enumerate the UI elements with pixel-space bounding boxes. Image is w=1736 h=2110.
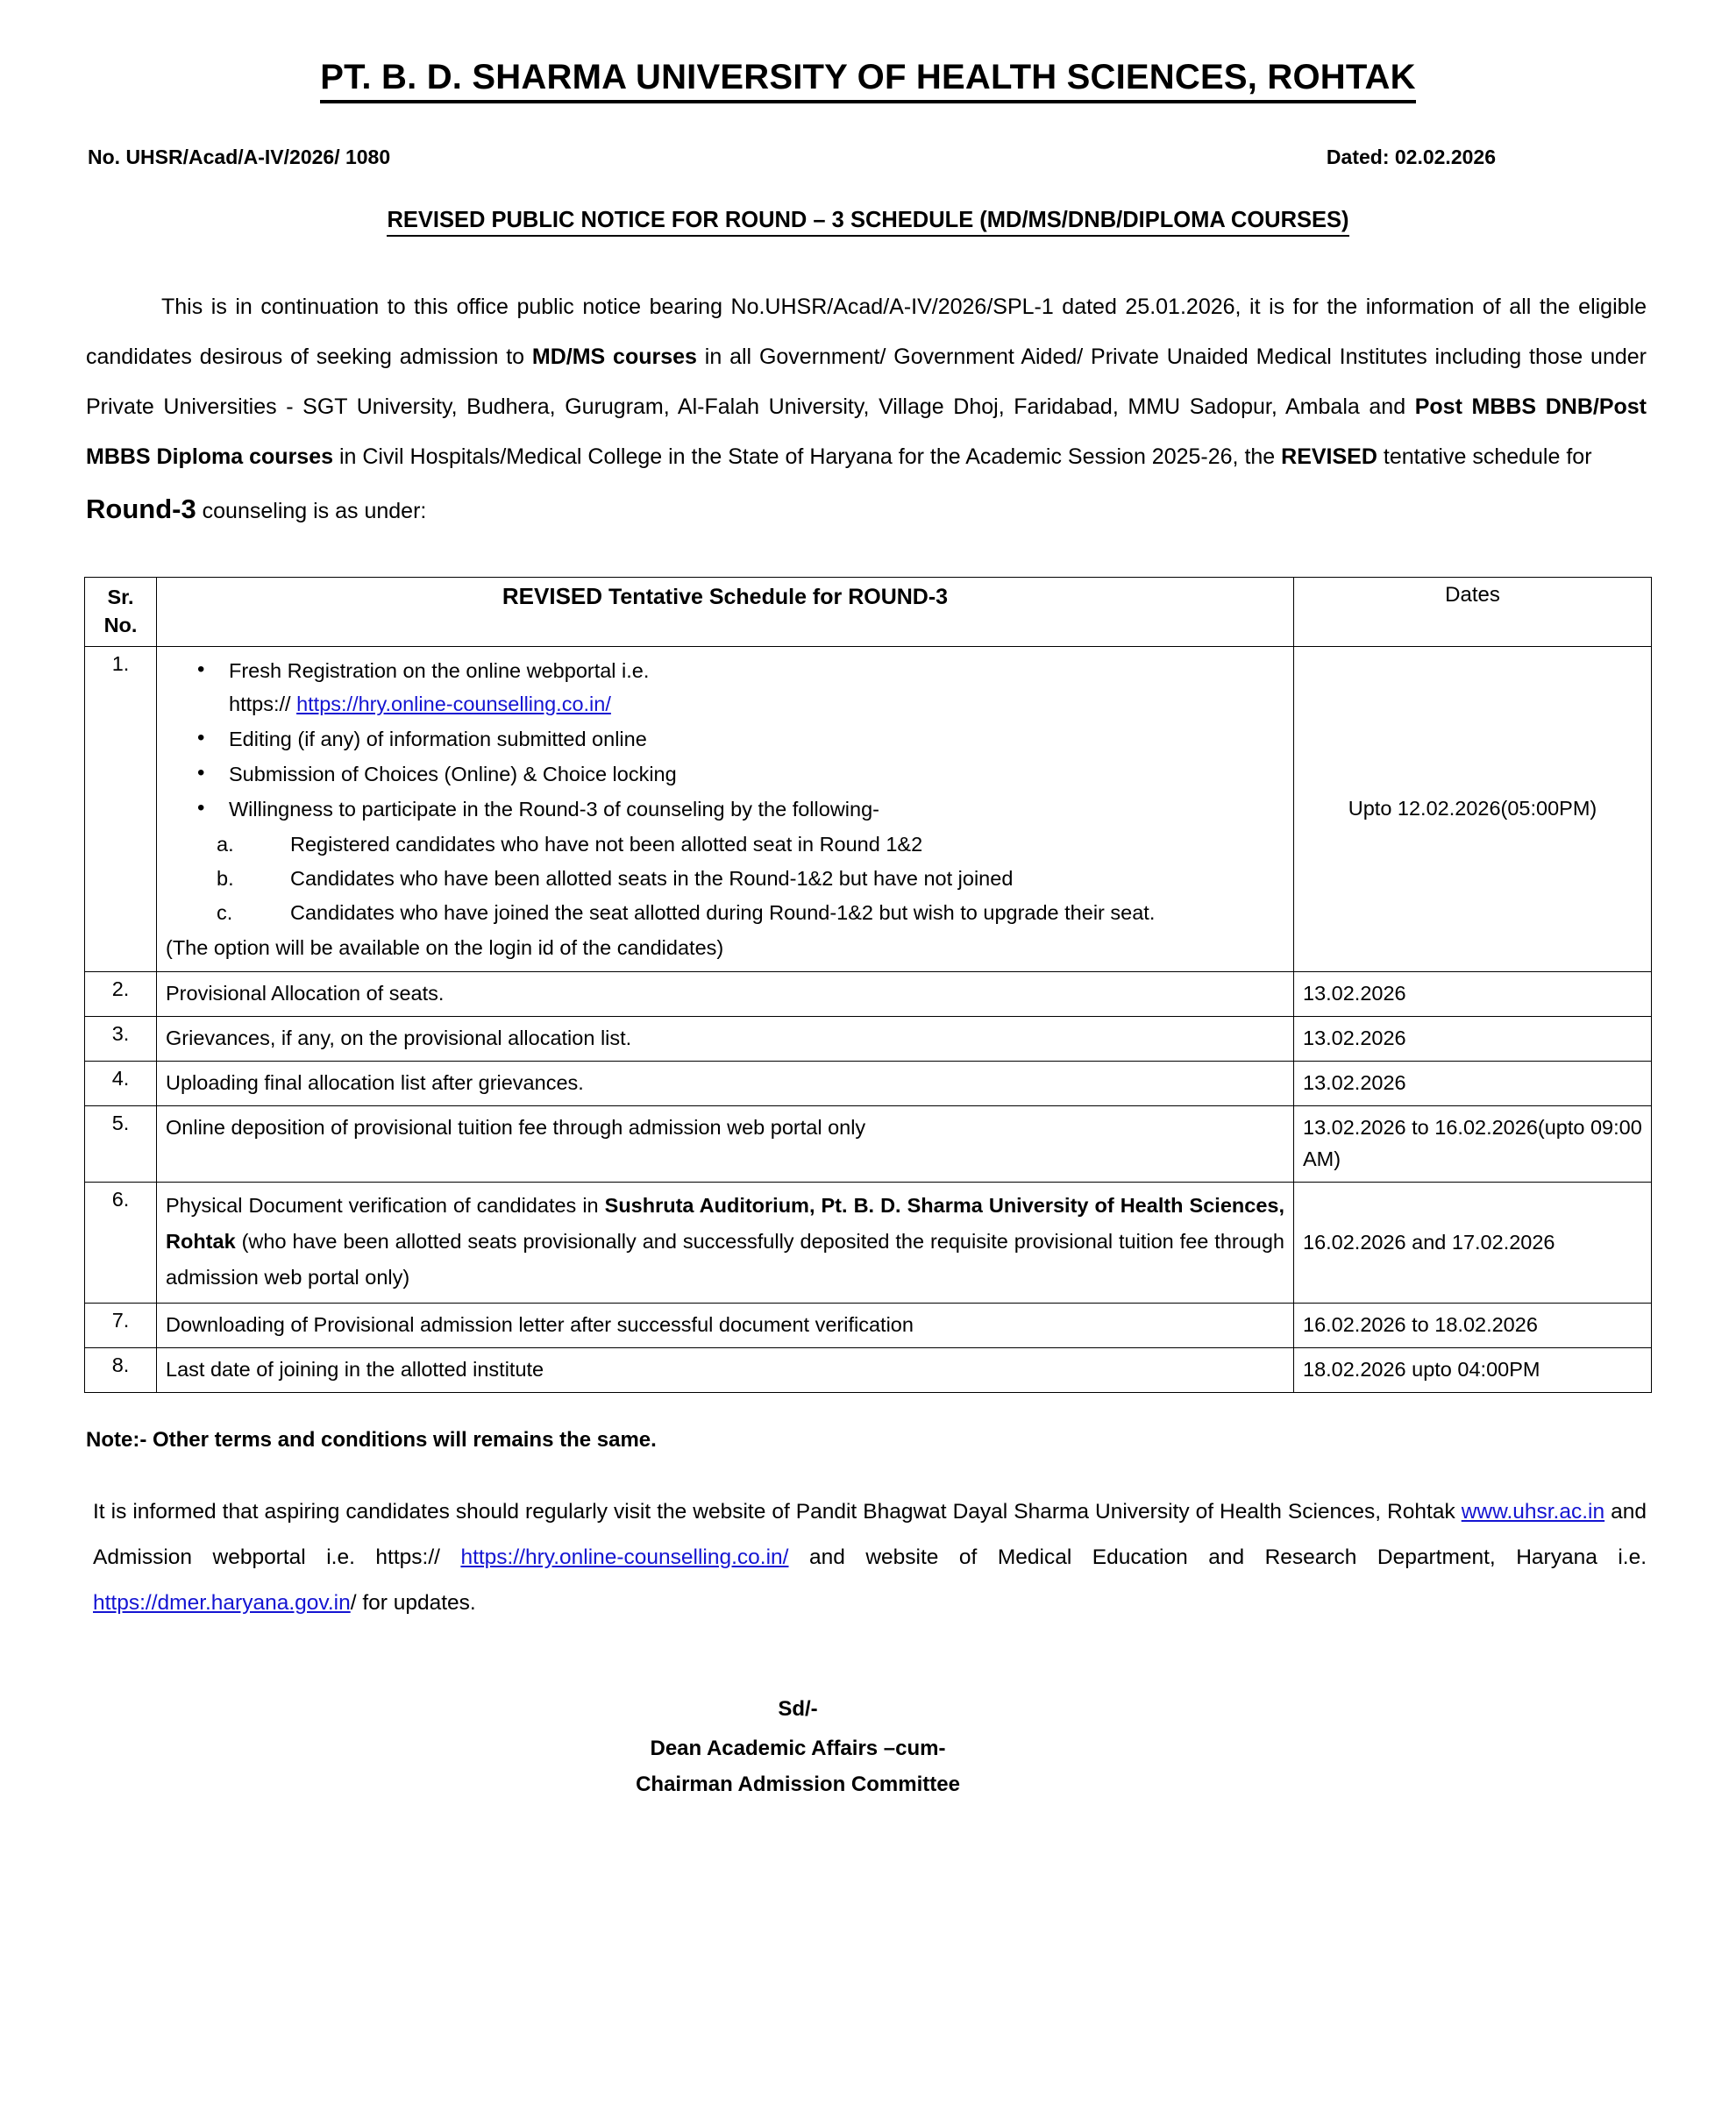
intro-text-part-3: in Civil Hospitals/Medical College in the State of Haryana for the Academic Session 2025-26, the [333, 444, 1282, 469]
admission-webportal-link[interactable]: https://hry.online-counselling.co.in/ [460, 1545, 789, 1569]
table-row [85, 1106, 1652, 1183]
sub-item-list [166, 828, 1284, 929]
list-item [166, 757, 1284, 791]
signature-designation-line2: Chairman Admission Committee [636, 1773, 960, 1796]
table-row [85, 1017, 1652, 1062]
page-title [84, 58, 1652, 107]
footer-text-part-3: and website of Medical Education and Research Department, Haryana i.e. [788, 1545, 1647, 1569]
column-header-schedule [157, 578, 1294, 647]
schedule-table [84, 577, 1652, 1393]
row-sr-no: 3. [85, 1017, 157, 1062]
signature-sd: Sd/- [778, 1697, 818, 1721]
login-option-note: (The option will be available on the login id of the candidates) [166, 936, 724, 959]
reference-row [84, 146, 1652, 169]
notice-heading-text: REVISED PUBLIC NOTICE FOR ROUND – 3 SCHEDULE (MD/MS/DNB/DIPLOMA COURSES) [387, 208, 1348, 237]
signature-designation-line1: Dean Academic Affairs –cum- [650, 1737, 946, 1760]
sub-item-text-c: Candidates who have joined the seat allotted during Round-1&2 but wish to upgrade their seat. [290, 901, 1156, 924]
registration-url-line [229, 687, 1284, 721]
column-header-dates: Dates [1294, 578, 1652, 647]
intro-text-part-4: tentative schedule for [1377, 444, 1592, 469]
row-date: 13.02.2026 [1294, 1062, 1652, 1106]
intro-paragraph [84, 282, 1652, 482]
bullet-text-choices: Submission of Choices (Online) & Choice locking [229, 763, 677, 785]
intro-bold-mdms: MD/MS courses [531, 345, 697, 369]
column-header-schedule-rest: Tentative Schedule for ROUND-3 [602, 585, 949, 609]
footer-paragraph [84, 1489, 1652, 1626]
bullet-text-willingness: Willingness to participate in the Round-3 of counseling by the following- [229, 798, 879, 821]
list-item [166, 896, 1284, 929]
round3-rest: counseling is as under: [196, 499, 427, 523]
url-prefix: https:// [229, 693, 297, 715]
table-row [85, 972, 1652, 1017]
table-row [85, 1348, 1652, 1393]
list-item [166, 792, 1284, 826]
sub-item-marker-a: a. [217, 833, 234, 856]
row-description [157, 647, 1294, 972]
sub-item-marker-b: b. [217, 867, 234, 890]
intro-bold-revised: REVISED [1281, 444, 1377, 469]
row-sr-no: 7. [85, 1304, 157, 1348]
row-sr-no: 1. [85, 647, 157, 972]
row-description: Uploading final allocation list after grievances. [157, 1062, 1294, 1106]
table-row [85, 1304, 1652, 1348]
round3-label: Round-3 [86, 494, 196, 524]
terms-note: Note:- Other terms and conditions will remains the same. [86, 1428, 657, 1452]
row-description: Downloading of Provisional admission letter after successful document verification [157, 1304, 1294, 1348]
row-sr-no: 6. [85, 1183, 157, 1304]
table-row [85, 1183, 1652, 1304]
column-header-schedule-revised: REVISED [502, 583, 603, 609]
row-sr-no: 4. [85, 1062, 157, 1106]
sub-item-text-a: Registered candidates who have not been allotted seat in Round 1&2 [290, 833, 923, 856]
reference-number: No. UHSR/Acad/A-IV/2026/ 1080 [88, 146, 391, 168]
row-date: 18.02.2026 upto 04:00PM [1294, 1348, 1652, 1393]
bullet-text-editing: Editing (if any) of information submitted online [229, 728, 647, 750]
column-header-sr-no [85, 578, 157, 647]
row-date: 13.02.2026 [1294, 972, 1652, 1017]
row-date: 16.02.2026 to 18.02.2026 [1294, 1304, 1652, 1348]
university-website-link[interactable]: www.uhsr.ac.in [1461, 1500, 1605, 1524]
footer-text-part-2: and Admission webportal i.e. https:// [93, 1500, 1647, 1569]
row-date: 13.02.2026 [1294, 1017, 1652, 1062]
document-date: Dated: 02.02.2026 [1326, 146, 1496, 168]
column-header-sr-line1: Sr. [107, 586, 134, 608]
bullet-text-registration: Fresh Registration on the online webportal i.e. [229, 659, 650, 682]
dmer-website-link[interactable]: https://dmer.haryana.gov.in [93, 1591, 351, 1615]
intro-text-part-1: This is in continuation to this office public notice bearing No.UHSR/Acad/A-IV/2026/SPL-1 dated 25.01.2026, it is for the information of all the eligible candidates desirous of seeking admission to [86, 295, 1647, 369]
list-item [166, 828, 1284, 861]
signature-block [84, 1691, 1652, 1802]
counselling-portal-link[interactable]: https://hry.online-counselling.co.in/ [296, 693, 611, 715]
row6-venue-bold: Sushruta Auditorium, Pt. B. D. Sharma University of Health Sciences, Rohtak [166, 1194, 1284, 1253]
row6-text-part-1: Physical Document verification of candidates in [166, 1194, 605, 1217]
row-description [157, 1183, 1294, 1304]
row6-text-part-2: (who have been allotted seats provisionally and successfully deposited the requisite provisional tuition fee through admission web portal only) [166, 1230, 1284, 1289]
row-description: Last date of joining in the allotted institute [157, 1348, 1294, 1393]
row-sr-no: 8. [85, 1348, 157, 1393]
list-item [166, 654, 1284, 721]
table-row [85, 647, 1652, 972]
row-sr-no: 5. [85, 1106, 157, 1183]
notice-heading [84, 208, 1652, 237]
column-header-sr-line2: No. [103, 614, 138, 636]
table-header-row [85, 578, 1652, 647]
round3-line [84, 487, 1652, 533]
sub-item-text-b: Candidates who have been allotted seats in the Round-1&2 but have not joined [290, 867, 1014, 890]
row-date: 13.02.2026 to 16.02.2026(upto 09:00 AM) [1294, 1106, 1652, 1183]
list-item [166, 862, 1284, 895]
footer-text-part-1: It is informed that aspiring candidates should regularly visit the website of Pandit Bhagwat Dayal Sharma University of Health Sciences, Rohtak [93, 1500, 1462, 1524]
row-date: 16.02.2026 and 17.02.2026 [1294, 1183, 1652, 1304]
intro-bold-dnb: Post MBBS DNB/Post MBBS Diploma courses [86, 394, 1647, 469]
row-description: Grievances, if any, on the provisional allocation list. [157, 1017, 1294, 1062]
sub-item-marker-c: c. [217, 901, 233, 924]
list-item [166, 722, 1284, 756]
footer-text-part-4: / for updates. [350, 1591, 476, 1615]
table-row [85, 1062, 1652, 1106]
row-description: Online deposition of provisional tuition fee through admission web portal only [157, 1106, 1294, 1183]
page-title-text: PT. B. D. SHARMA UNIVERSITY OF HEALTH SCIENCES, ROHTAK [320, 58, 1415, 103]
intro-text-part-2: in all Government/ Government Aided/ Private Unaided Medical Institutes including those under Private Universities - SGT University, Budhera, Gurugram, Al-Falah University, Village Dhoj, Faridabad, MMU Sadopur, Ambala and [86, 345, 1647, 419]
row-date: Upto 12.02.2026(05:00PM) [1294, 647, 1652, 972]
row-description: Provisional Allocation of seats. [157, 972, 1294, 1017]
row-sr-no: 2. [85, 972, 157, 1017]
bullet-list [166, 654, 1284, 826]
